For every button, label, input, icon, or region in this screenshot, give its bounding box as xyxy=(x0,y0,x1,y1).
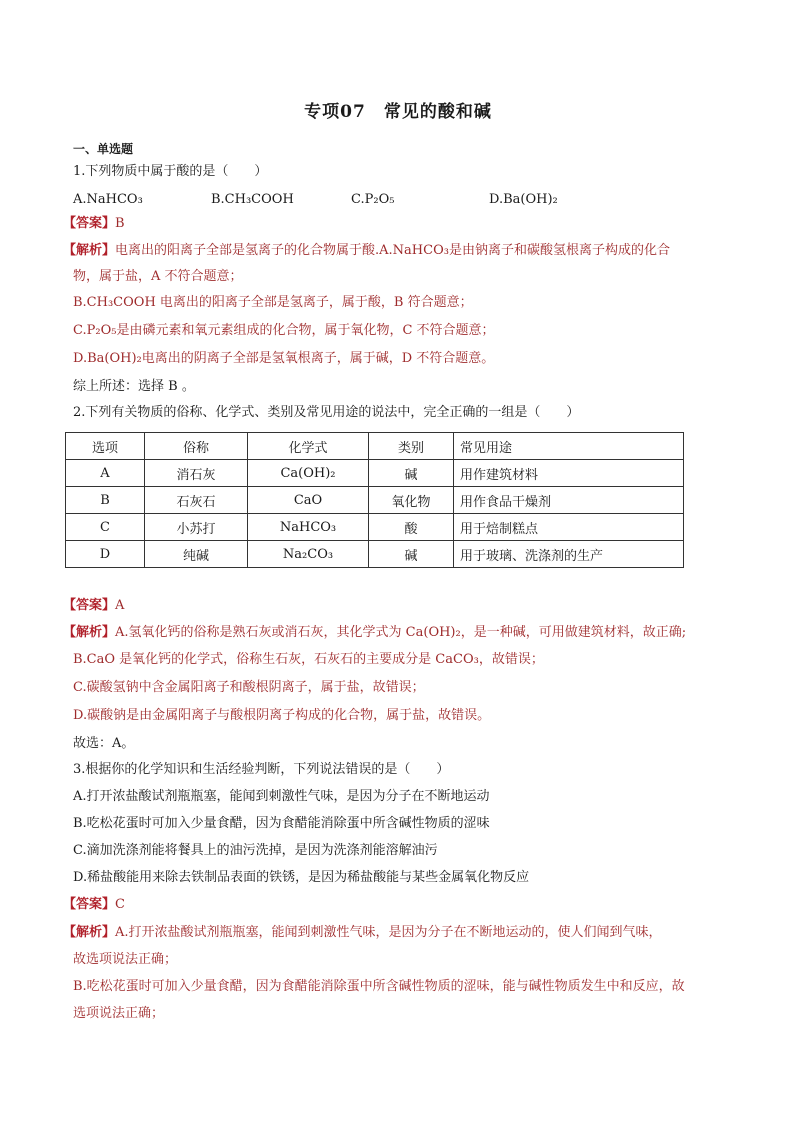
q3-option-d: D.稀盐酸能用来除去铁制品表面的铁锈，是因为稀盐酸能与某些金属氧化物反应 xyxy=(73,870,530,885)
q3-analysis-line-3: B.吃松花蛋时可加入少量食醋，因为食醋能消除蛋中所含碱性物质的涩味，能与碱性物质发生中和反应，故 xyxy=(73,979,685,994)
table-header-cell: 俗称 xyxy=(145,433,248,460)
q1-analysis-line-4: C.P₂O₅是由磷元素和氧元素组成的化合物，属于氧化物，C 不符合题意； xyxy=(73,323,495,338)
q3-analysis-line-2: 故选项说法正确； xyxy=(73,952,178,967)
q3-option-c: C.滴加洗涤剂能将餐具上的油污洗掉，是因为洗涤剂能溶解油污 xyxy=(73,843,438,858)
q1-analysis-line-2: 物，属于盐，A 不符合题意； xyxy=(73,269,243,284)
table-cell: 氧化物 xyxy=(369,487,454,514)
table-row xyxy=(66,460,684,487)
q1-option-b: B.CH₃COOH xyxy=(211,192,294,207)
table-cell: 纯碱 xyxy=(145,541,248,568)
answer-tag: 【答案】 xyxy=(63,598,116,613)
analysis-tag: 【解析】 xyxy=(63,925,116,940)
q3-analysis-line-4: 选项说法正确； xyxy=(73,1006,165,1021)
answer-value: C xyxy=(115,897,125,912)
table-row xyxy=(66,487,684,514)
table-cell: 碱 xyxy=(369,541,454,568)
q1-stem: 1.下列物质中属于酸的是（ ） xyxy=(73,164,268,179)
q1-option-c: C.P₂O₅ xyxy=(351,192,395,207)
analysis-tag: 【解析】 xyxy=(63,243,116,258)
q1-options xyxy=(73,191,558,209)
answer-value: B xyxy=(115,216,125,231)
q3-answer xyxy=(63,896,125,914)
q3-option-b: B.吃松花蛋时可加入少量食醋，因为食醋能消除蛋中所含碱性物质的涩味 xyxy=(73,816,490,831)
table-cell: D xyxy=(66,541,145,568)
table-cell: B xyxy=(66,487,145,514)
table-cell: Na₂CO₃ xyxy=(248,541,369,568)
answer-tag: 【答案】 xyxy=(63,216,116,231)
q1-conclusion: 综上所述：选择 B 。 xyxy=(73,379,195,394)
page-title: 专项07 常见的酸和碱 xyxy=(304,102,492,122)
answer-value: A xyxy=(115,598,125,613)
q3-option-a: A.打开浓盐酸试剂瓶瓶塞，能闻到刺激性气味，是因为分子在不断地运动 xyxy=(73,789,490,804)
q2-analysis-line-3: C.碳酸氢钠中含金属阳离子和酸根阴离子，属于盐，故错误； xyxy=(73,680,425,695)
table-header-cell: 类别 xyxy=(369,433,454,460)
table-cell: 碱 xyxy=(369,460,454,487)
analysis-tag: 【解析】 xyxy=(63,625,116,640)
table-cell: 消石灰 xyxy=(145,460,248,487)
table-cell: 石灰石 xyxy=(145,487,248,514)
q2-analysis-line-2: B.CaO 是氧化钙的化学式，俗称生石灰，石灰石的主要成分是 CaCO₃，故错误； xyxy=(73,652,544,667)
table-cell: CaO xyxy=(248,487,369,514)
q2-analysis-line-1: 【解析】A.氢氧化钙的俗称是熟石灰或消石灰，其化学式为 Ca(OH)₂，是一种碱，可用做建筑材料，故正确; xyxy=(63,625,687,640)
q1-analysis-line-5: D.Ba(OH)₂电离出的阴离子全部是氢氧根离子，属于碱，D 不符合题意。 xyxy=(73,351,495,366)
table-row xyxy=(66,514,684,541)
table-header-cell: 常见用途 xyxy=(454,433,684,460)
q2-stem: 2.下列有关物质的俗称、化学式、类别及常见用途的说法中，完全正确的一组是（ ） xyxy=(73,405,580,420)
table-row xyxy=(66,541,684,568)
table-cell: 用于焙制糕点 xyxy=(454,514,684,541)
q3-stem: 3.根据你的化学知识和生活经验判断，下列说法错误的是（ ） xyxy=(73,762,450,777)
q3-analysis-line-1: 【解析】A.打开浓盐酸试剂瓶瓶塞，能闻到刺激性气味，是因为分子在不断地运动的，使人们闻到气味， xyxy=(63,925,662,940)
table-cell: 用作食品干燥剂 xyxy=(454,487,684,514)
table-cell: 用作建筑材料 xyxy=(454,460,684,487)
table-cell: A xyxy=(66,460,145,487)
table-header-cell: 化学式 xyxy=(248,433,369,460)
section-heading: 一、单选题 xyxy=(73,142,134,156)
q1-answer xyxy=(63,215,125,233)
table-cell: 用于玻璃、洗涤剂的生产 xyxy=(454,541,684,568)
q2-table xyxy=(65,432,684,568)
q2-answer xyxy=(63,597,124,615)
q1-analysis-line-3: B.CH₃COOH 电离出的阳离子全部是氢离子，属于酸，B 符合题意； xyxy=(73,295,473,310)
table-header-row xyxy=(66,433,684,460)
table-cell: NaHCO₃ xyxy=(248,514,369,541)
q1-option-d: D.Ba(OH)₂ xyxy=(489,192,558,207)
q2-conclusion: 故选：A。 xyxy=(73,736,135,751)
answer-tag: 【答案】 xyxy=(63,897,116,912)
table-cell: Ca(OH)₂ xyxy=(248,460,369,487)
q1-option-a: A.NaHCO₃ xyxy=(73,192,143,207)
q1-analysis-line-1: 【解析】电离出的阳离子全部是氢离子的化合物属于酸.A.NaHCO₃是由钠离子和碳酸氢根离子构成的化合 xyxy=(63,243,670,258)
table-cell: C xyxy=(66,514,145,541)
table-cell: 小苏打 xyxy=(145,514,248,541)
q2-analysis-line-4: D.碳酸钠是由金属阳离子与酸根阴离子构成的化合物，属于盐，故错误。 xyxy=(73,708,491,723)
table-header-cell: 选项 xyxy=(66,433,145,460)
table-cell: 酸 xyxy=(369,514,454,541)
